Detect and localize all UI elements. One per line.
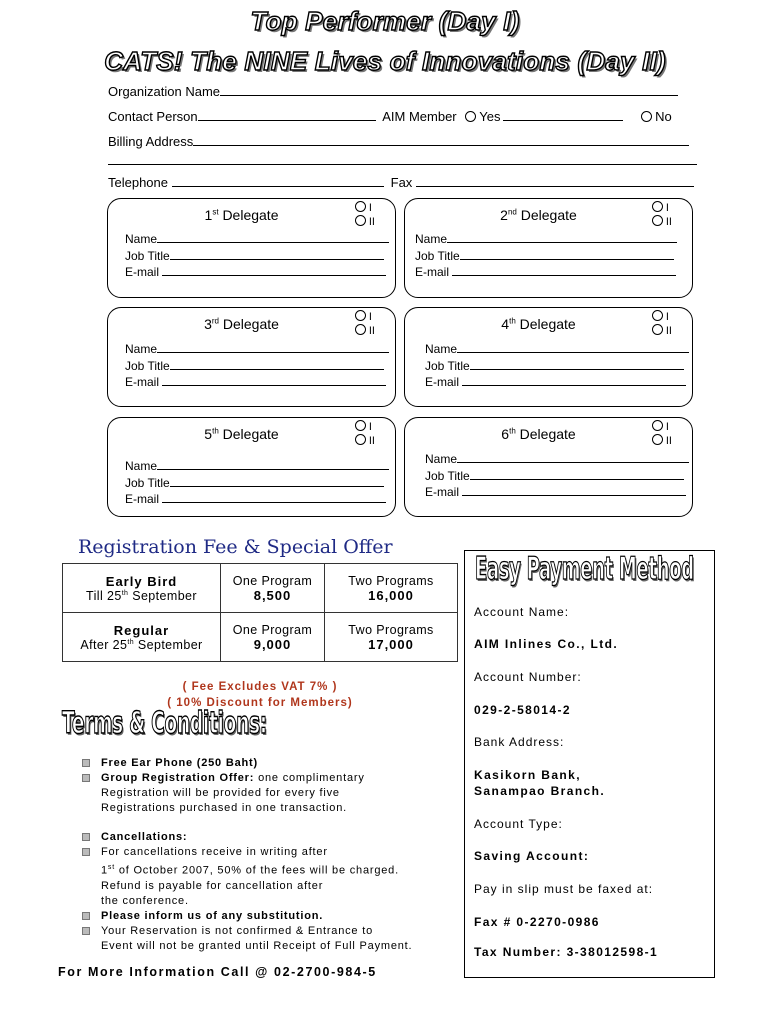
list-item: Group Registration Offer: one complimentary Registration will be provided for every five Registrations purchased in one transaction. <box>80 771 365 816</box>
delegate-name-field[interactable] <box>447 231 677 243</box>
delegate-box-1 <box>107 198 396 298</box>
delegate-title: 1st Delegate <box>204 207 279 223</box>
organization-field[interactable] <box>220 84 678 96</box>
telephone-label: Telephone <box>108 175 168 190</box>
delegate-email-field[interactable] <box>162 264 386 276</box>
bullet-icon <box>82 774 90 782</box>
delegate-email-field[interactable] <box>462 374 686 386</box>
delegate-fields: Name Job Title E-mail <box>125 341 389 391</box>
tax-number: Tax Number: 3-38012598-1 <box>474 945 659 959</box>
yes-label: Yes <box>479 109 501 124</box>
delegate-job-title-field[interactable] <box>170 358 384 370</box>
delegate-job-title-field[interactable] <box>460 248 674 260</box>
delegate-email-field[interactable] <box>162 374 386 386</box>
terms-title: Terms & Conditions: <box>62 706 267 741</box>
delegate-program-options: I II <box>355 420 375 448</box>
program-one-radio[interactable] <box>355 310 366 321</box>
bank-address-line1: Kasikorn Bank, <box>474 768 581 782</box>
bullet-icon <box>82 927 90 935</box>
delegate-job-title-field[interactable] <box>470 468 684 480</box>
delegate-box-3 <box>107 307 396 407</box>
delegate-program-options: I II <box>652 420 672 448</box>
telephone-field[interactable] <box>172 175 384 187</box>
title-day-one: Top Performer (Day I) <box>250 6 520 36</box>
delegate-job-title-field[interactable] <box>170 475 384 487</box>
delegate-name-field[interactable] <box>157 231 389 243</box>
delegate-name-field[interactable] <box>457 451 689 463</box>
delegate-email-field[interactable] <box>162 491 386 503</box>
aim-member-yes-field[interactable] <box>503 109 623 121</box>
program-one-radio[interactable] <box>652 310 663 321</box>
fee-one-program-cell: One Program 8,500 <box>221 564 325 613</box>
contact-person-field[interactable] <box>198 109 376 121</box>
delegate-program-options: I II <box>652 310 672 338</box>
contact-row <box>108 109 672 124</box>
delegate-email-field[interactable] <box>462 484 686 496</box>
account-name-label: Account Name: <box>474 605 570 619</box>
terms-list-cancellation <box>80 830 412 954</box>
delegate-title: 2nd Delegate <box>500 207 577 223</box>
program-two-radio[interactable] <box>652 434 663 445</box>
list-item: Cancellations: <box>80 830 412 845</box>
billing-row <box>108 134 689 149</box>
delegate-email-field[interactable] <box>452 264 676 276</box>
registration-fee-table <box>62 563 458 662</box>
fax-field[interactable] <box>416 175 694 187</box>
list-item: For cancellations receive in writing after 1st of October 2007, 50% of the fees will be charged. Refund is payable for cancellation after the conference. <box>80 845 412 909</box>
program-two-radio[interactable] <box>652 324 663 335</box>
fee-two-programs-cell: Two Programs 16,000 <box>325 564 458 613</box>
title-day-two: CATS! The NINE Lives of Innovations (Day II) <box>104 46 666 76</box>
delegate-box-2 <box>404 198 693 298</box>
delegate-title: 5th Delegate <box>204 426 279 442</box>
list-item: Please inform us of any substitution. <box>80 909 412 924</box>
payment-method-box <box>464 550 715 978</box>
program-two-radio[interactable] <box>355 434 366 445</box>
bullet-icon <box>82 833 90 841</box>
delegate-program-options: I II <box>355 310 375 338</box>
bank-address-label: Bank Address: <box>474 735 565 749</box>
contact-person-label: Contact Person <box>108 109 198 124</box>
pay-in-slip-note: Pay in slip must be faxed at: <box>474 882 654 896</box>
delegate-fields: Name Job Title E-mail <box>425 341 689 391</box>
delegate-name-field[interactable] <box>457 341 689 353</box>
program-two-radio[interactable] <box>355 215 366 226</box>
no-label: No <box>655 109 672 124</box>
organization-row <box>108 84 678 99</box>
fee-two-programs-cell: Two Programs 17,000 <box>325 613 458 662</box>
account-type-value: Saving Account: <box>474 849 590 863</box>
telephone-fax-row <box>108 175 694 190</box>
account-type-label: Account Type: <box>474 817 563 831</box>
delegate-job-title-field[interactable] <box>470 358 684 370</box>
billing-address-label: Billing Address <box>108 134 194 149</box>
terms-list-offers <box>80 756 365 816</box>
registration-title: Registration Fee & Special Offer <box>78 536 393 558</box>
vat-note: ( Fee Excludes VAT 7% ) <box>182 681 338 693</box>
account-name-value: AIM Inlines Co., Ltd. <box>474 637 619 651</box>
more-information-contact: For More Information Call @ 02-2700-984-5 <box>58 965 377 979</box>
fee-tier-cell: Early Bird Till 25th September <box>63 564 221 613</box>
delegate-box-4 <box>404 307 693 407</box>
account-number-value: 029-2-58014-2 <box>474 703 571 717</box>
bullet-icon <box>82 912 90 920</box>
delegate-fields: Name Job Title E-mail <box>125 458 389 508</box>
organization-label: Organization Name <box>108 84 220 99</box>
fee-tier-cell: Regular After 25th September <box>63 613 221 662</box>
delegate-program-options: I II <box>355 201 375 229</box>
program-one-radio[interactable] <box>355 420 366 431</box>
delegate-title: 4th Delegate <box>501 316 576 332</box>
program-one-radio[interactable] <box>355 201 366 212</box>
payment-fax-number: Fax # 0-2270-0986 <box>474 915 600 929</box>
payment-title: Easy Payment Method <box>475 551 694 587</box>
delegate-fields: Name Job Title E-mail <box>125 231 389 281</box>
delegate-job-title-field[interactable] <box>170 248 384 260</box>
bank-address-line2: Sanampao Branch. <box>474 784 606 798</box>
program-two-radio[interactable] <box>355 324 366 335</box>
delegate-program-options: I II <box>652 201 672 229</box>
aim-member-no-radio[interactable] <box>641 111 652 122</box>
bullet-icon <box>82 759 90 767</box>
aim-member-label: AIM Member <box>382 109 457 124</box>
table-row <box>63 613 458 662</box>
program-one-radio[interactable] <box>652 420 663 431</box>
aim-member-yes-radio[interactable] <box>465 111 476 122</box>
account-number-label: Account Number: <box>474 670 582 684</box>
fee-one-program-cell: One Program 9,000 <box>221 613 325 662</box>
billing-address-field[interactable] <box>193 134 689 146</box>
fax-label: Fax <box>390 175 413 190</box>
program-one-radio[interactable] <box>652 201 663 212</box>
delegate-box-5 <box>107 417 396 517</box>
delegate-name-field[interactable] <box>157 341 389 353</box>
member-discount-note: ( 10% Discount for Members) <box>167 697 353 709</box>
delegate-title: 6th Delegate <box>501 426 576 442</box>
table-row <box>63 564 458 613</box>
program-two-radio[interactable] <box>652 215 663 226</box>
delegate-fields: Name Job Title E-mail <box>415 231 677 281</box>
billing-address-line2[interactable] <box>108 164 697 165</box>
delegate-box-6 <box>404 417 693 517</box>
list-item: Free Ear Phone (250 Baht) <box>80 756 365 771</box>
delegate-fields: Name Job Title E-mail <box>425 451 689 501</box>
delegate-title: 3rd Delegate <box>204 316 279 332</box>
delegate-name-field[interactable] <box>157 458 389 470</box>
bullet-icon <box>82 848 90 856</box>
list-item: Your Reservation is not confirmed & Entrance to Event will not be granted until Receipt of Full Payment. <box>80 924 412 954</box>
